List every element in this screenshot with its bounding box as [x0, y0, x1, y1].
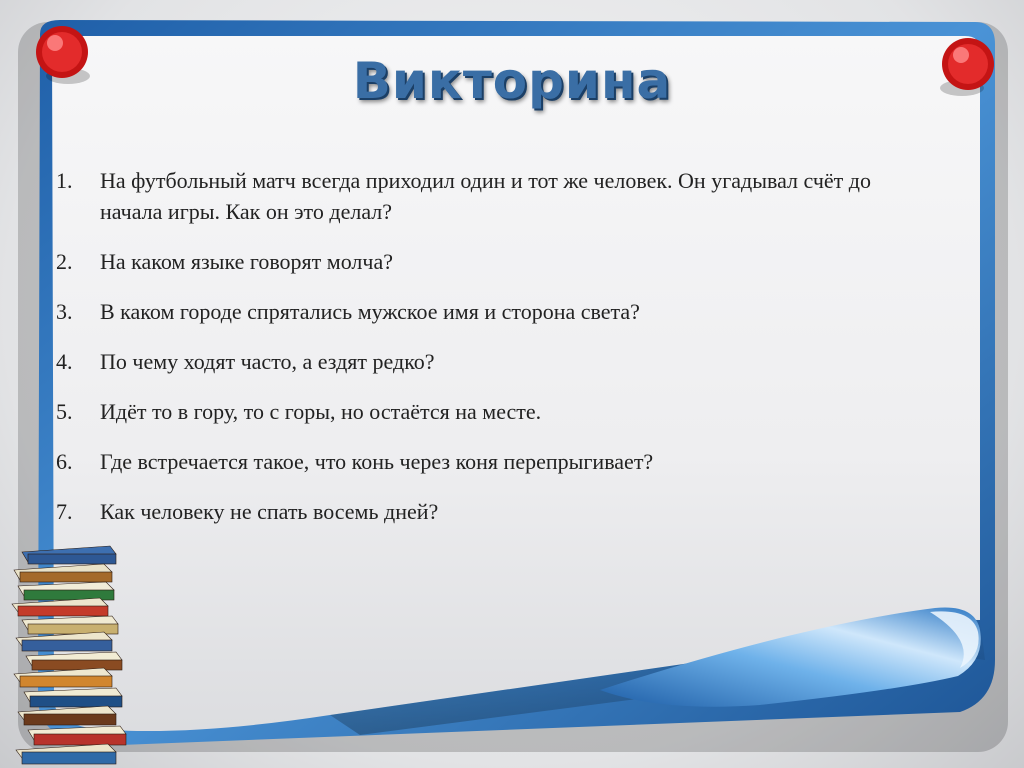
question-text: На каком языке говорят молча?	[100, 249, 393, 274]
list-item	[56, 246, 936, 277]
question-text: Где встречается такое, что конь через коня перепрыгивает?	[100, 449, 654, 474]
question-number: 7.	[56, 499, 73, 524]
slide-title: Викторина	[352, 52, 672, 110]
question-number: 5.	[56, 399, 73, 424]
question-text: Идёт то в гору, то с горы, но остаётся на месте.	[100, 399, 542, 424]
question-list	[56, 165, 936, 546]
question-number: 1.	[56, 168, 73, 193]
question-text: Как человеку не спать восемь дней?	[100, 499, 439, 524]
book-stack-icon	[8, 540, 143, 768]
question-number: 6.	[56, 449, 73, 474]
list-item	[56, 296, 936, 327]
question-text: На футбольный матч всегда приходил один и тот же человек. Он угадывал счёт до начала игры. Как он это делал?	[100, 168, 871, 224]
question-text: По чему ходят часто, а ездят редко?	[100, 349, 435, 374]
question-number: 3.	[56, 299, 73, 324]
question-text: В каком городе спрятались мужское имя и сторона света?	[100, 299, 640, 324]
list-item	[56, 446, 936, 477]
list-item	[56, 346, 936, 377]
list-item	[56, 165, 936, 227]
list-item	[56, 396, 936, 427]
question-number: 4.	[56, 349, 73, 374]
list-item	[56, 496, 936, 527]
question-number: 2.	[56, 249, 73, 274]
